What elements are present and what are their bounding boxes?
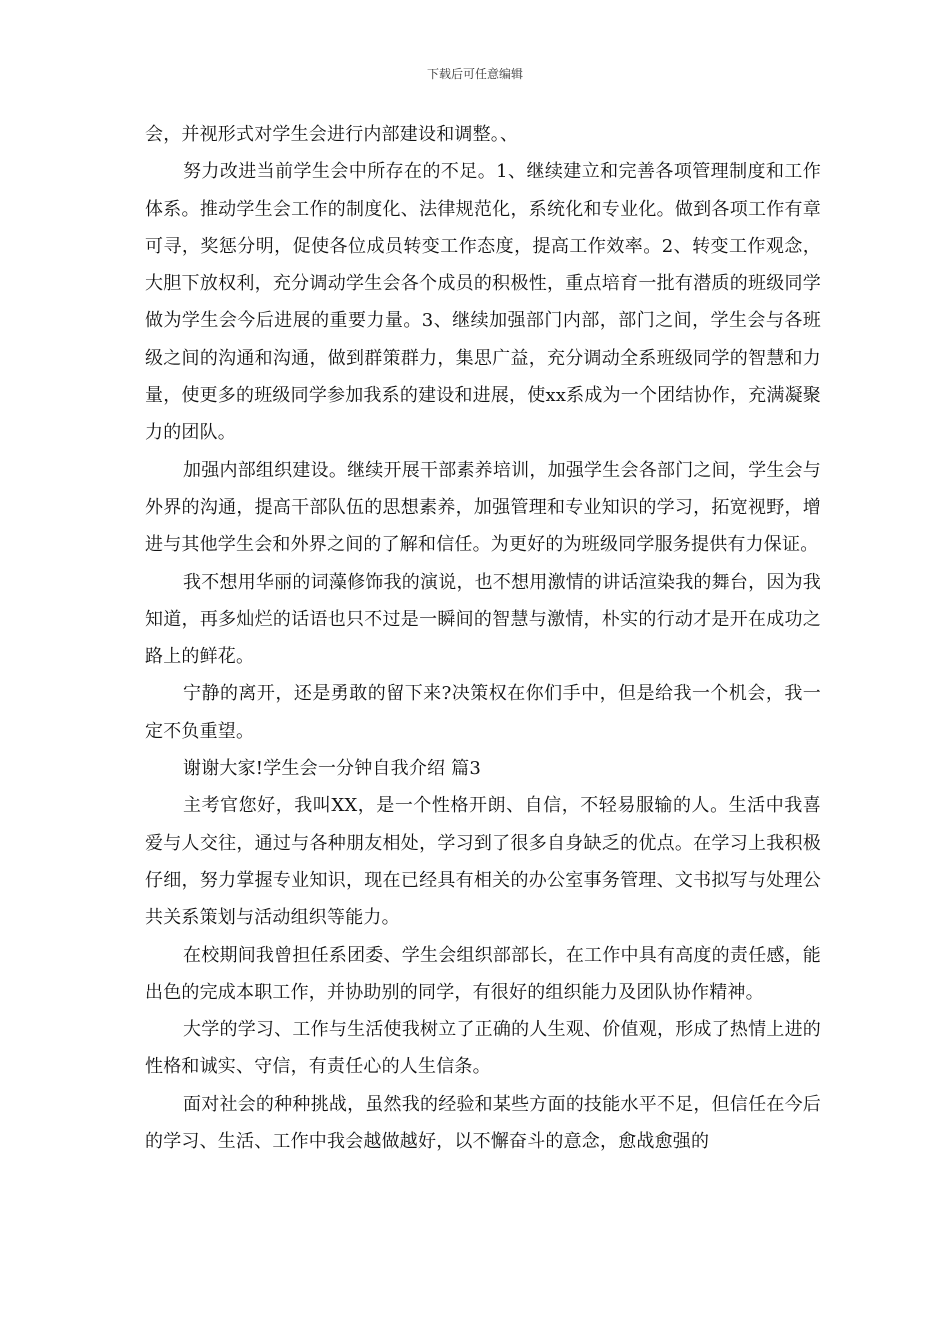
section-title: 谢谢大家!学生会一分钟自我介绍 篇3 xyxy=(183,758,482,780)
paragraph: 主考官您好，我叫XX，是一个性格开朗、自信，不轻易服输的人。生活中我喜爱与人交往，通过与各种朋友相处，学习到了很多自身缺乏的优点。在学习上我积极仔细，努力掌握专业知识，现在已经具有相关的办公室事务管理、文书拟写与处理公共关系策划与活动组织等能力。 xyxy=(145,795,821,929)
paragraph: 在校期间我曾担任系团委、学生会组织部部长，在工作中具有高度的责任感，能出色的完成本职工作，并协助别的同学，有很好的组织能力及团队协作精神。 xyxy=(145,944,821,1003)
document-body xyxy=(145,116,821,1160)
paragraph: 加强内部组织建设。继续开展干部素养培训，加强学生会各部门之间，学生会与外界的沟通，提高干部队伍的思想素养，加强管理和专业知识的学习，拓宽视野，增进与其他学生会和外界之间的了解和信任。为更好的为班级同学服务提供有力保证。 xyxy=(145,459,821,556)
page-header: 下载后可任意编辑 xyxy=(426,67,523,81)
paragraph: 我不想用华丽的词藻修饰我的演说，也不想用激情的讲话渲染我的舞台，因为我知道，再多灿烂的话语也只不过是一瞬间的智慧与激情，朴实的行动才是开在成功之路上的鲜花。 xyxy=(145,571,821,668)
paragraph: 会，并视形式对学生会进行内部建设和调整。、 xyxy=(145,124,519,145)
paragraph: 努力改进当前学生会中所存在的不足。1、继续建立和完善各项管理制度和工作体系。推动学生会工作的制度化、法律规范化，系统化和专业化。做到各项工作有章可寻，奖惩分明，促使各位成员转变工作态度，提高工作效率。2、转变工作观念，大胆下放权利，充分调动学生会各个成员的积极性，重点培育一批有潜质的班级同学做为学生会今后进展的重要力量。3、继续加强部门内部，部门之间，学生会与各班级之间的沟通和沟通，做到群策群力，集思广益，充分调动全系班级同学的智慧和力量，使更多的班级同学参加我系的建设和进展，使xx系成为一个团结协作，充满凝聚力的团队。 xyxy=(145,161,821,444)
paragraph: 宁静的离开，还是勇敢的留下来?决策权在你们手中，但是给我一个机会，我一定不负重望。 xyxy=(145,683,821,742)
paragraph: 面对社会的种种挑战，虽然我的经验和某些方面的技能水平不足，但信任在今后的学习、生活、工作中我会越做越好，以不懈奋斗的意念，愈战愈强的 xyxy=(145,1093,821,1153)
paragraph: 大学的学习、工作与生活使我树立了正确的人生观、价值观，形成了热情上进的性格和诚实、守信，有责任心的人生信条。 xyxy=(145,1019,821,1078)
